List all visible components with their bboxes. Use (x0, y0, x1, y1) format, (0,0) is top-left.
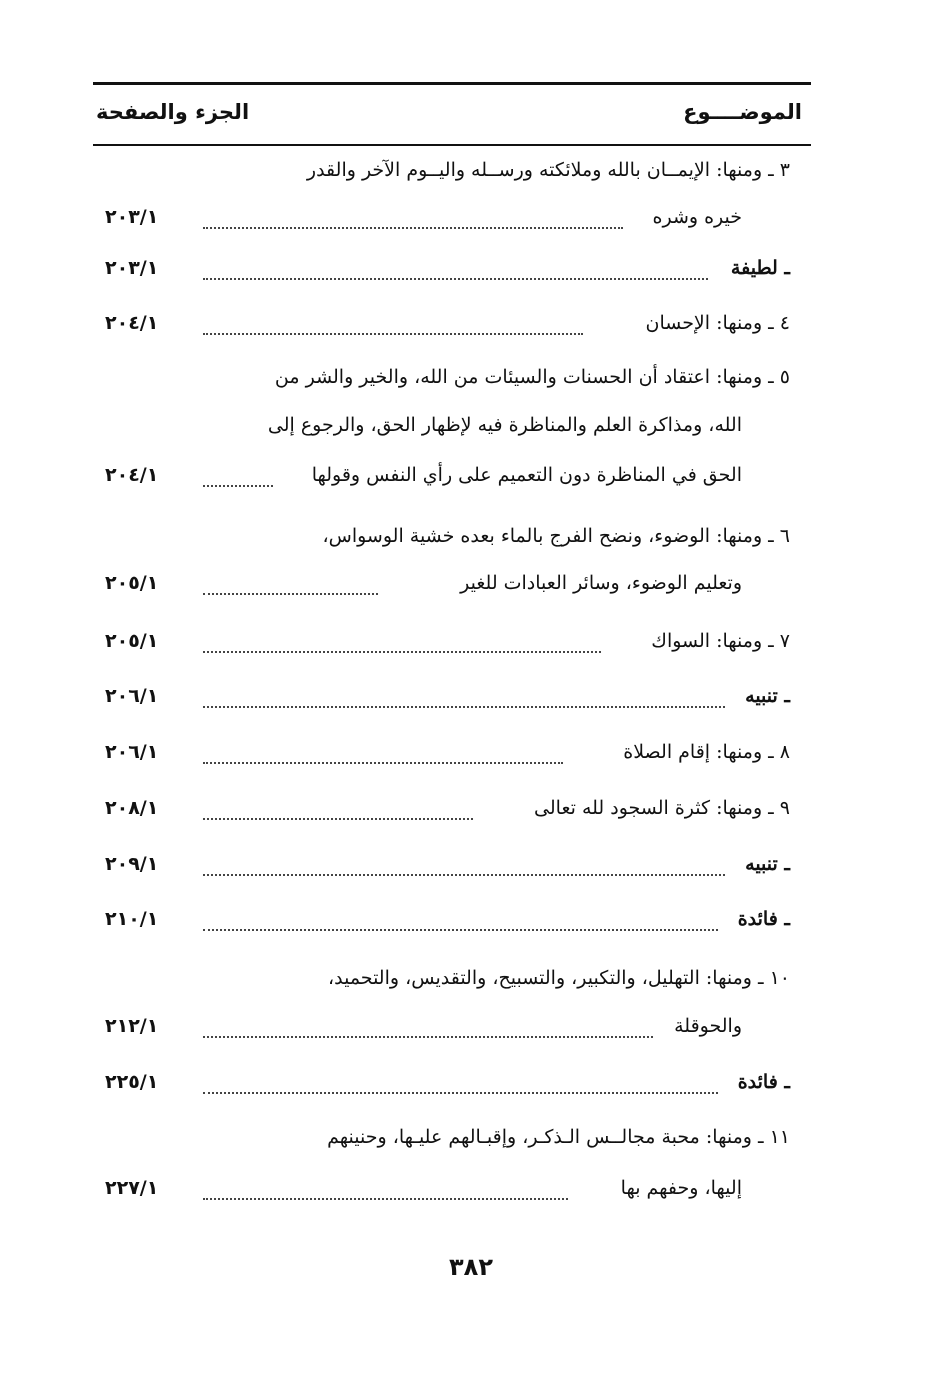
leader-dots (203, 1088, 718, 1094)
entry-faida-1-page: ٢١٠/١ (105, 908, 159, 930)
entry-faida-1: ـ فائدة (737, 908, 790, 930)
entry-7: ٧ ـ ومنها: السواك (651, 630, 790, 652)
entry-7-page: ٢٠٥/١ (105, 630, 159, 652)
entry-5-line-3: الحق في المناظرة دون التعميم على رأي النفس وقولها (311, 464, 742, 486)
leader-dots (203, 702, 725, 708)
top-rule (93, 82, 811, 85)
entry-5-page: ٢٠٤/١ (105, 464, 159, 486)
entry-5-line-2: الله، ومذاكرة العلم والمناظرة فيه لإظهار الحق، والرجوع إلى (267, 414, 742, 436)
leader-dots (203, 758, 563, 764)
leader-dots (203, 870, 725, 876)
entry-6-line-2: وتعليم الوضوء، وسائر العبادات للغير (460, 572, 742, 594)
leader-dots (203, 481, 273, 487)
header-rule (93, 144, 811, 146)
entry-9: ٩ ـ ومنها: كثرة السجود لله تعالى (534, 797, 790, 819)
leader-dots (203, 274, 708, 280)
entry-9-page: ٢٠٨/١ (105, 797, 159, 819)
leader-dots (203, 329, 583, 335)
leader-dots (203, 925, 718, 931)
entry-10-line-1: ١٠ ـ ومنها: التهليل، والتكبير، والتسبيح، والتقديس، والتحميد، (327, 967, 790, 989)
entry-10-page: ٢١٢/١ (105, 1015, 159, 1037)
leader-dots (203, 647, 601, 653)
entry-8: ٨ ـ ومنها: إقام الصلاة (623, 741, 790, 763)
entry-latifa: ـ لطيفة (730, 257, 790, 279)
entry-tanbih-2-page: ٢٠٩/١ (105, 853, 159, 875)
leader-dots (203, 223, 623, 229)
page-column-header: الجزء والصفحة (96, 100, 250, 124)
page-number: ٣٨٢ (449, 1253, 493, 1281)
entry-4: ٤ ـ ومنها: الإحسان (645, 312, 790, 334)
leader-dots (203, 589, 378, 595)
entry-3-line-2: خيره وشره (652, 206, 742, 228)
entry-10-line-2: والحوقلة (674, 1015, 742, 1037)
topic-column-header: الموضــــوع (683, 100, 802, 124)
entry-faida-2: ـ فائدة (737, 1071, 790, 1093)
entry-tanbih-1: ـ تنبيه (745, 685, 790, 707)
entry-3-line-1: ٣ ـ ومنها: الإيمــان بالله وملائكته ورســله واليــوم الآخر والقدر (306, 159, 790, 181)
entry-tanbih-2: ـ تنبيه (745, 853, 790, 875)
entry-11-line-2: إليها، وحفهم بها (620, 1177, 742, 1199)
leader-dots (203, 1194, 568, 1200)
entry-11-page: ٢٢٧/١ (105, 1177, 159, 1199)
leader-dots (203, 1032, 653, 1038)
entry-tanbih-1-page: ٢٠٦/١ (105, 685, 159, 707)
entry-6-page: ٢٠٥/١ (105, 572, 159, 594)
entry-4-page: ٢٠٤/١ (105, 312, 159, 334)
leader-dots (203, 814, 473, 820)
entry-latifa-page: ٢٠٣/١ (105, 257, 159, 279)
entry-6-line-1: ٦ ـ ومنها: الوضوء، ونضح الفرج بالماء بعده خشية الوسواس، (322, 525, 790, 547)
entry-3-page: ٢٠٣/١ (105, 206, 159, 228)
entry-8-page: ٢٠٦/١ (105, 741, 159, 763)
entry-faida-2-page: ٢٢٥/١ (105, 1071, 159, 1093)
entry-5-line-1: ٥ ـ ومنها: اعتقاد أن الحسنات والسيئات من الله، والخير والشر من (274, 366, 790, 388)
entry-11-line-1: ١١ ـ ومنها: محبة مجالــس الـذكـر، وإقبـالهم عليـها، وحنينهم (327, 1126, 790, 1148)
